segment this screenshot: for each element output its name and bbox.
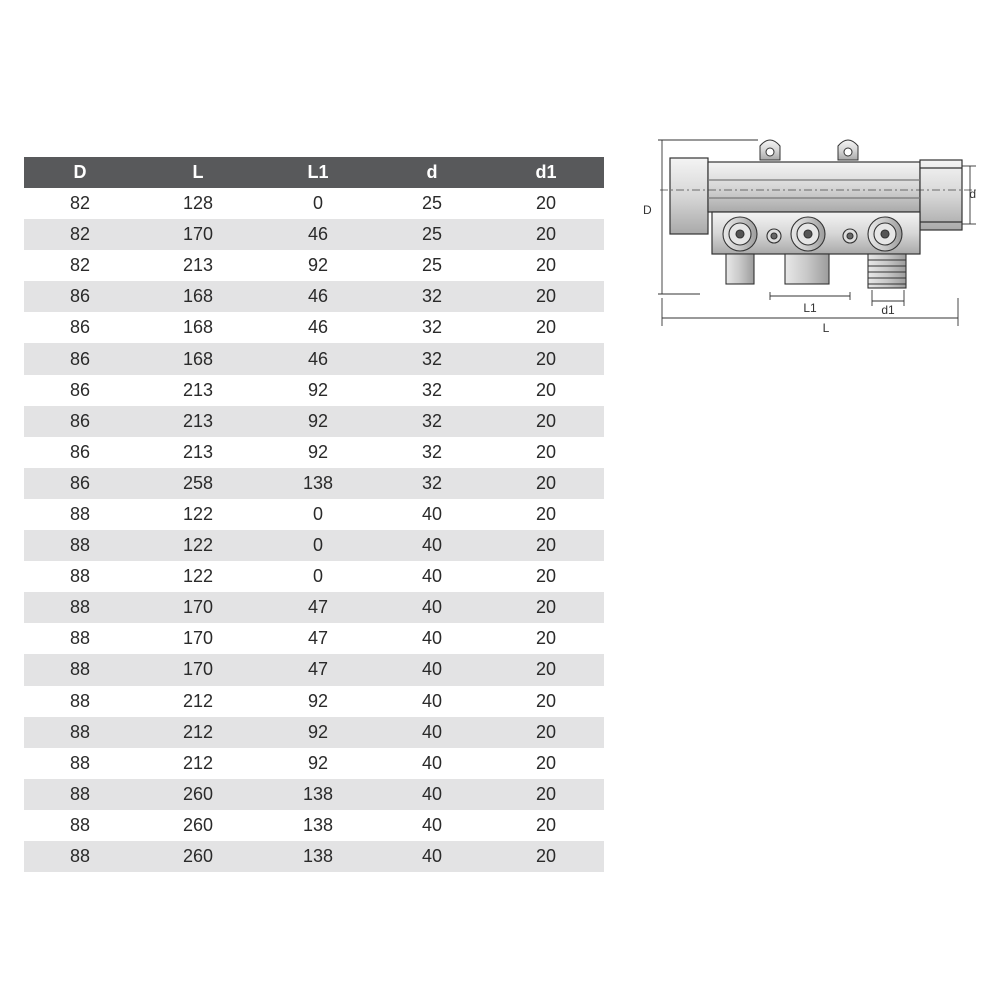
table-cell: 46 <box>260 343 376 374</box>
table-row <box>24 250 604 281</box>
table-cell: 20 <box>488 530 604 561</box>
table-cell: 40 <box>376 654 488 685</box>
table-cell: 92 <box>307 690 329 711</box>
table-cell: 40 <box>376 779 488 810</box>
table-cell: 170 <box>136 592 260 623</box>
table-cell: 213 <box>136 406 260 437</box>
table-cell: 32 <box>376 406 488 437</box>
label-L1: L1 <box>803 301 817 315</box>
table-cell: 138 <box>260 841 376 872</box>
table-cell: 40 <box>421 752 443 773</box>
table-cell: 168 <box>136 281 260 312</box>
table-cell: 86 <box>69 317 91 338</box>
table-cell: 47 <box>260 592 376 623</box>
table-cell: 20 <box>535 193 557 214</box>
manifold-technical-drawing <box>640 128 980 338</box>
table-cell: 212 <box>182 690 214 711</box>
table-cell: 20 <box>488 343 604 374</box>
table-body <box>24 188 604 872</box>
table-row <box>24 343 604 374</box>
table-cell: 40 <box>421 628 443 649</box>
table-cell: 88 <box>24 654 136 685</box>
header-cell-D: D <box>24 157 136 188</box>
table-cell: 40 <box>376 592 488 623</box>
table-cell: 212 <box>182 752 214 773</box>
table-row <box>24 779 604 810</box>
header-cell-L1: L1 <box>260 157 376 188</box>
table-cell: 128 <box>182 193 214 214</box>
table-row <box>24 281 604 312</box>
table-cell: 168 <box>136 343 260 374</box>
table-cell: 20 <box>535 317 557 338</box>
table-cell: 92 <box>260 406 376 437</box>
table-cell: 88 <box>24 779 136 810</box>
table-cell: 25 <box>421 255 443 276</box>
table-cell: 86 <box>24 406 136 437</box>
table-cell: 86 <box>69 379 91 400</box>
table-cell: 20 <box>488 219 604 250</box>
table-cell: 213 <box>182 379 214 400</box>
table-cell: 20 <box>488 468 604 499</box>
table-cell: 0 <box>260 530 376 561</box>
table-cell: 86 <box>24 343 136 374</box>
table-cell: 20 <box>535 752 557 773</box>
table-row <box>24 188 604 219</box>
table-cell: 20 <box>535 628 557 649</box>
table-cell: 213 <box>182 441 214 462</box>
table-cell: 20 <box>535 441 557 462</box>
dimensions-table-container <box>24 157 604 872</box>
table-cell: 88 <box>69 752 91 773</box>
table-row <box>24 530 604 561</box>
table-cell: 122 <box>136 530 260 561</box>
table-row <box>24 686 604 717</box>
table-cell: 32 <box>421 441 443 462</box>
table-cell: 25 <box>421 193 443 214</box>
table-row <box>24 312 604 343</box>
table-cell: 82 <box>69 193 91 214</box>
table-cell: 32 <box>376 281 488 312</box>
table-row <box>24 810 604 841</box>
table-cell: 20 <box>488 717 604 748</box>
table-cell: 122 <box>182 503 214 524</box>
table-row <box>24 592 604 623</box>
table-row <box>24 717 604 748</box>
mounting-lugs <box>760 140 858 160</box>
table-cell: 40 <box>421 566 443 587</box>
table-cell: 92 <box>307 752 329 773</box>
table-cell: 138 <box>260 779 376 810</box>
table-row <box>24 219 604 250</box>
table-cell: 47 <box>307 628 329 649</box>
table-cell: 88 <box>24 841 136 872</box>
table-cell: 92 <box>307 379 329 400</box>
outlet-valves <box>723 217 902 251</box>
table-row <box>24 623 604 654</box>
table-cell: 20 <box>535 255 557 276</box>
table-row <box>24 437 604 468</box>
table-cell: 20 <box>488 406 604 437</box>
table-cell: 20 <box>488 654 604 685</box>
table-cell: 46 <box>260 219 376 250</box>
table-row <box>24 406 604 437</box>
table-cell: 170 <box>136 219 260 250</box>
label-d1: d1 <box>881 303 895 317</box>
table-cell: 170 <box>182 628 214 649</box>
table-cell: 260 <box>136 841 260 872</box>
header-cell-L: L <box>136 157 260 188</box>
table-cell: 86 <box>24 468 136 499</box>
table-cell: 40 <box>376 841 488 872</box>
header-row <box>24 157 604 188</box>
table-cell: 170 <box>136 654 260 685</box>
table-cell: 88 <box>24 717 136 748</box>
table-cell: 20 <box>535 379 557 400</box>
table-cell: 20 <box>535 690 557 711</box>
table-row <box>24 468 604 499</box>
table-cell: 20 <box>535 814 557 835</box>
table-cell: 40 <box>376 530 488 561</box>
table-row <box>24 841 604 872</box>
label-L: L <box>822 321 830 335</box>
table-cell: 88 <box>24 530 136 561</box>
table-header <box>24 157 604 188</box>
table-cell: 0 <box>312 503 323 524</box>
table-cell: 20 <box>488 779 604 810</box>
table-cell: 82 <box>24 219 136 250</box>
table-cell: 20 <box>488 841 604 872</box>
table-cell: 46 <box>307 317 329 338</box>
table-cell: 40 <box>421 690 443 711</box>
table-cell: 86 <box>69 441 91 462</box>
table-row <box>24 654 604 685</box>
table-cell: 0 <box>312 566 323 587</box>
table-cell: 47 <box>260 654 376 685</box>
table-cell: 212 <box>136 717 260 748</box>
table-cell: 46 <box>260 281 376 312</box>
table-cell: 32 <box>421 317 443 338</box>
dimensions-table <box>24 157 604 872</box>
table-cell: 260 <box>136 779 260 810</box>
table-cell: 260 <box>182 814 214 835</box>
table-cell: 213 <box>182 255 214 276</box>
label-D: D <box>643 203 652 217</box>
table-cell: 88 <box>69 566 91 587</box>
table-cell: 88 <box>69 814 91 835</box>
table-cell: 168 <box>182 317 214 338</box>
table-cell: 20 <box>535 566 557 587</box>
table-cell: 88 <box>24 592 136 623</box>
table-cell: 82 <box>69 255 91 276</box>
label-d: d <box>969 187 976 201</box>
header-cell-d1: d1 <box>488 157 604 188</box>
table-cell: 122 <box>182 566 214 587</box>
table-cell: 88 <box>69 503 91 524</box>
table-cell: 138 <box>302 814 334 835</box>
table-row <box>24 499 604 530</box>
table-cell: 32 <box>376 343 488 374</box>
table-cell: 32 <box>421 379 443 400</box>
table-cell: 20 <box>488 281 604 312</box>
table-cell: 20 <box>535 503 557 524</box>
table-cell: 86 <box>24 281 136 312</box>
outlet-pipes <box>726 254 906 288</box>
table-cell: 88 <box>69 690 91 711</box>
table-row <box>24 748 604 779</box>
table-cell: 40 <box>421 503 443 524</box>
table-cell: 40 <box>376 717 488 748</box>
table-cell: 0 <box>312 193 323 214</box>
table-cell: 258 <box>136 468 260 499</box>
table-row <box>24 375 604 406</box>
table-cell: 92 <box>260 717 376 748</box>
table-cell: 92 <box>307 255 329 276</box>
table-cell: 25 <box>376 219 488 250</box>
table-cell: 92 <box>307 441 329 462</box>
header-cell-d: d <box>376 157 488 188</box>
table-row <box>24 561 604 592</box>
table-cell: 20 <box>488 592 604 623</box>
table-cell: 138 <box>260 468 376 499</box>
table-cell: 88 <box>69 628 91 649</box>
table-cell: 40 <box>421 814 443 835</box>
table-cell: 32 <box>376 468 488 499</box>
